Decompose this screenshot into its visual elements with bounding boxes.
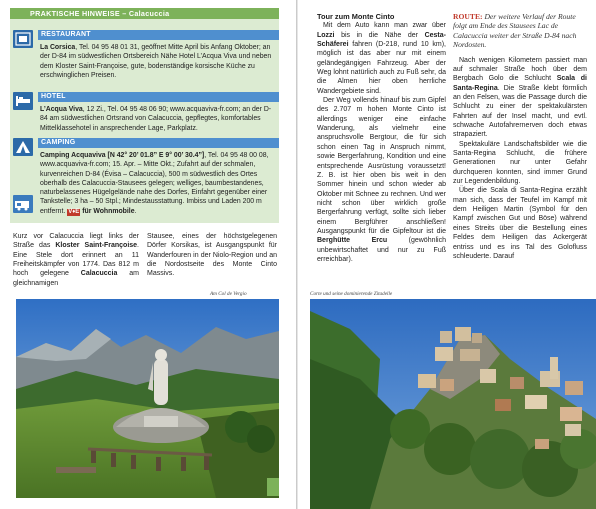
practical-info-box (10, 8, 279, 223)
left-page (0, 0, 296, 509)
page-edge-tab (267, 478, 279, 496)
camping-name: Camping Acquaviva [N 42° 20’ 01.8” E 9° 00’ 30.4”] (40, 152, 205, 159)
restaurant-icon (13, 30, 33, 48)
tent-icon (13, 138, 33, 156)
right-column-1: Tour zum Monte Cinto Mit dem Auto kann man zwar über Lozzi bis in die Nähe der Cesta-Schäferei fahren (D-218, rund 10 km), möglich ist das aber nur mit einem geländegängigen Fahrzeug. Aber der Weg lohnt natürlich auch zu Fuß sehr, da die Almen hier oben herrliche Wandergebiete sind. Der Weg vollends hinauf bis zum Gipfel des 2.707 m hohen Monte Cinto ist allerdings weniger eine einfache Wanderung, als vielmehr eine anspruchsvolle Bergtour, die für sich schon einen Tag in Anspruch nimmt, sowie Bergerfahrung, Kondition und eine entsprechende Ausrüstung voraussetzt! Z. B. ist hier oben bis weit in den Sommer hinein und schon wieder ab Oktober mit Schnee zu rechnen. Und wer nicht schon über wirklich große Bergerfahrung verfügt, sollte sich lieber einem Bergführer anschließen! Ausgangspunkt für die Gipfeltour ist die Berghütte Ercu (gewöhnlich unbewirtschaftet und nur zu Fuß erreichbar). (317, 12, 446, 263)
camping-text: Camping Acquaviva [N 42° 20’ 01.8” E 9° 00’ 30.4”], Tel. 04 95 48 00 08, www.acquaviva-fr.com; 15. Apr. – Mitte Okt.; Zufahrt auf der schmalen, kurvenreichen D-84 (Évisa – Calacuccia), 500 m südwestlich des Ortes oberhalb des Calacuccia-Stausees gelegen; welliges, baumbestandenes, naturbelassenes Hügelgelände nahe des Dorfes, Einfahrt gegenüber einer Tankstelle; 3 ha – 50 Stpl.; Mindestausstattung. Imbiss und Laden 200 m entfernt. V♦E für Wohnmobile. (40, 152, 269, 215)
left-photo-caption: Am Col de Vergio (210, 291, 247, 297)
bed-icon (13, 92, 33, 110)
left-column-2: Stausee, eines der höchstgelegenen Dörfer Korsikas, ist Ausgangspunkt für Wanderfouren in der Niolo-Region und an die Nordostseite des Monte Cinto Massivs. (147, 233, 277, 278)
camping-tail: für Wohnmobile (82, 207, 135, 215)
statue-photo (16, 299, 279, 498)
hotel-tag: HOTEL (38, 92, 279, 102)
restaurant-name: La Corsica (40, 44, 76, 51)
section-title: Tour zum Monte Cinto (317, 12, 395, 21)
camping-description: , Tel. 04 95 48 00 08, www.acquaviva-fr.com; 15. Apr. – Mitte Okt.; Zufahrt auf der schmalen, kurvenreichen D-84 (Évisa – Calacuccia), 500 m südwestlich des Ortes oberhalb des Calacuccia-Stausees gelegen; welliges, baumbestandenes, naturbelassenes Hügelgelände nahe des Dorfes, Einfahrt gegenüber einer Tankstelle; 3 ha – 50 Stpl.; Mindestausstattung. Imbiss und Laden 200 m entfernt. (40, 152, 269, 215)
hotel-text (40, 105, 275, 133)
right-photo-caption: Corte und seine dominierende Zitadelle (310, 291, 393, 297)
camper-stamp: V♦E (68, 208, 80, 215)
right-page (298, 0, 596, 509)
camper-icon (13, 195, 33, 213)
info-box-header: PRAKTISCHE HINWEISE – Calacuccia (10, 8, 279, 19)
hotel-name: L’Acqua Viva (40, 106, 83, 113)
camping-tag: CAMPING (38, 138, 279, 148)
corte-citadel-photo (310, 299, 596, 509)
left-column-1: Kurz vor Calacuccia liegt links der Straße das Kloster Saint-Françoise. Eine Stele dort erinnert an 11 Freiheitskämpfer von 1774. Das 812 m hoch gelegene Calacuccia am gleichnamigen (13, 233, 139, 287)
calacuccia-name: Calacuccia (80, 270, 118, 278)
kloster-name: Kloster Saint-Françoise (55, 242, 138, 250)
right-column-2: ROUTE: Der weitere Verlauf der Route folgt am Ende des Stausees Lac de Calacuccia weiter der Straße D-84 nach Nordosten. Nach wenigen Kilometern passiert man auf schmaler Straße hoch über dem Bergbach Golo die Schlucht Scala di Santa-Regina. Die Straße klebt förmlich an den Felsen, was die Passage durch die Schlucht zu einer der spektakulärsten Fahrten auf der Insel macht, und evtl. schwache Autofahrernerven doch etwas strapaziert. Spektakuläre Landschaftsbilder wie die Santa-Regina Schlucht, die frühere Generationen nur unter Gefahr durchqueren konnten, sind immer Grund zur Legendenbildung. Über die Scala di Santa-Regina erzählt man sich, dass der Teufel im Kampf mit dem Heiligen Martin (Symbol für den Kampf zwischen Gut und Böse) während eines Streits über die Bestellung eines Feldes dem Heiligen das Ackergerät entriss und es ins Tal des Golofluss schleuderte. Darauf (453, 12, 587, 260)
hotel-description: , 12 Zi., Tel. 04 95 48 06 90; www.acquaviva-fr.com; an der D-84 am südwestlichen Ortsrand von Calacuccia, gepflegtes, komfortables Mittelklassehotel in ansprechender Lage, Parkplatz. (40, 106, 272, 132)
restaurant-tag: RESTAURANT (38, 30, 279, 40)
route-note: ROUTE: Der weitere Verlauf der Route folgt am Ende des Stausees Lac de Calacuccia weiter der Straße D-84 nach Nordosten. (453, 12, 577, 50)
restaurant-text (40, 43, 275, 80)
restaurant-description: , Tel. 04 95 48 01 31, geöffnet Mitte April bis Anfang Oktober; an der D-84 im südwestlichen Ortsbereich Nähe Hotel L’Acqua Viva und neben dem Kloster Saint-Françoise, gute, bodenständige korsische Küche zu erschwinglichen Preisen. (40, 44, 272, 79)
